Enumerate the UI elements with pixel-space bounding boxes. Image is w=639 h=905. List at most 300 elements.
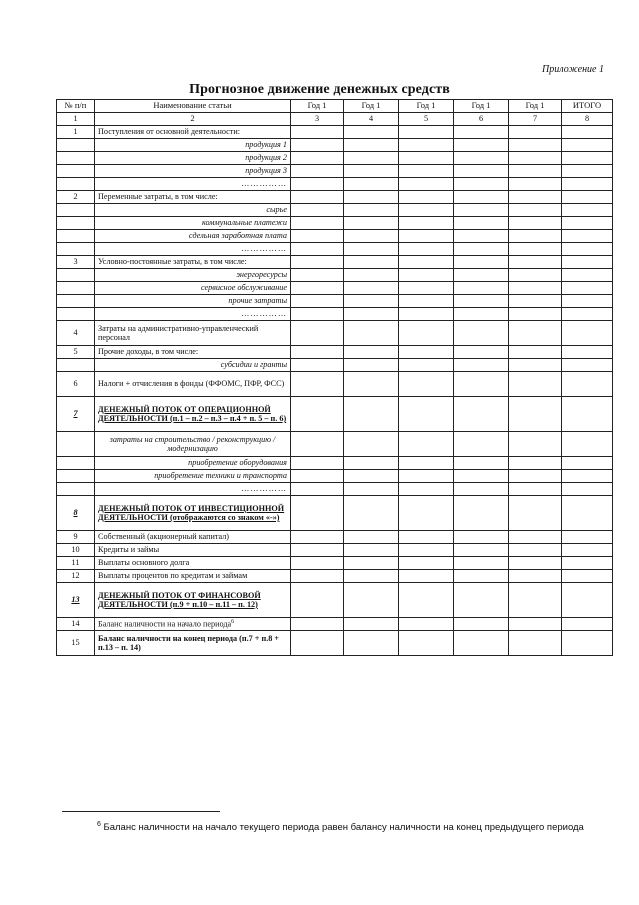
row-number	[57, 483, 95, 496]
value-cell	[509, 544, 562, 557]
table-row	[57, 544, 613, 557]
value-cell	[454, 256, 509, 269]
document-title: Прогнозное движение денежных средств	[189, 82, 450, 97]
row-name	[95, 557, 291, 570]
value-cell	[509, 139, 562, 152]
value-cell	[344, 165, 399, 178]
value-cell	[399, 308, 454, 321]
value-cell	[291, 372, 344, 397]
value-cell	[291, 308, 344, 321]
value-cell	[291, 217, 344, 230]
row-name	[95, 397, 291, 432]
value-cell	[509, 531, 562, 544]
table-body	[57, 126, 613, 656]
header-num: № п/п	[57, 100, 95, 113]
value-cell	[509, 483, 562, 496]
value-cell	[291, 256, 344, 269]
value-cell	[344, 178, 399, 191]
value-cell	[399, 178, 454, 191]
row-name	[95, 152, 291, 165]
value-cell	[562, 631, 613, 656]
value-cell	[399, 321, 454, 346]
value-cell	[454, 152, 509, 165]
value-cell	[509, 152, 562, 165]
value-cell	[399, 483, 454, 496]
row-label: приобретение оборудования	[188, 458, 287, 468]
value-cell	[399, 256, 454, 269]
header-year: Год 1	[399, 100, 454, 113]
value-cell	[454, 191, 509, 204]
value-cell	[399, 359, 454, 372]
col-number: 1	[57, 113, 95, 126]
value-cell	[454, 346, 509, 359]
row-number: 2	[57, 191, 95, 204]
value-cell	[562, 359, 613, 372]
footnote-mark: 6	[96, 821, 101, 828]
value-cell	[562, 470, 613, 483]
value-cell	[454, 139, 509, 152]
header-total: ИТОГО	[562, 100, 613, 113]
row-number	[57, 165, 95, 178]
row-number: 13	[57, 583, 95, 618]
value-cell	[399, 470, 454, 483]
value-cell	[344, 308, 399, 321]
value-cell	[454, 165, 509, 178]
row-name	[95, 139, 291, 152]
header-year: Год 1	[291, 100, 344, 113]
table-row	[57, 557, 613, 570]
row-label: ……………	[241, 484, 287, 494]
value-cell	[509, 470, 562, 483]
row-number: 5	[57, 346, 95, 359]
row-number	[57, 204, 95, 217]
table-row	[57, 217, 613, 230]
row-label: Баланс наличности на конец периода (п.7 + п.8 + п.13 – п. 14)	[98, 633, 280, 652]
value-cell	[399, 583, 454, 618]
value-cell	[509, 496, 562, 531]
value-cell	[454, 496, 509, 531]
header-year: Год 1	[344, 100, 399, 113]
value-cell	[344, 256, 399, 269]
row-label: продукция 1	[245, 140, 287, 150]
value-cell	[454, 321, 509, 346]
value-cell	[291, 631, 344, 656]
value-cell	[562, 152, 613, 165]
value-cell	[454, 178, 509, 191]
value-cell	[344, 359, 399, 372]
value-cell	[562, 243, 613, 256]
value-cell	[399, 432, 454, 457]
row-number: 15	[57, 631, 95, 656]
value-cell	[344, 583, 399, 618]
value-cell	[562, 126, 613, 139]
footnote-text: Баланс наличности на начало текущего периода равен балансу наличности на конец предыдущего периода	[103, 822, 584, 834]
value-cell	[562, 269, 613, 282]
row-label: прочие затраты	[228, 296, 287, 306]
value-cell	[562, 346, 613, 359]
row-number: 10	[57, 544, 95, 557]
row-name	[95, 544, 291, 557]
row-number	[57, 217, 95, 230]
row-label: приобретение техники и транспорта	[154, 471, 287, 481]
value-cell	[562, 282, 613, 295]
row-number	[57, 282, 95, 295]
value-cell	[454, 295, 509, 308]
value-cell	[399, 230, 454, 243]
row-name	[95, 372, 291, 397]
value-cell	[454, 269, 509, 282]
value-cell	[399, 295, 454, 308]
value-cell	[454, 470, 509, 483]
footnote-separator	[62, 811, 220, 812]
value-cell	[291, 570, 344, 583]
row-name	[95, 295, 291, 308]
value-cell	[562, 295, 613, 308]
table-row	[57, 126, 613, 139]
value-cell	[562, 204, 613, 217]
value-cell	[454, 359, 509, 372]
row-number	[57, 139, 95, 152]
value-cell	[399, 346, 454, 359]
value-cell	[509, 432, 562, 457]
row-number	[57, 359, 95, 372]
row-name	[95, 457, 291, 470]
value-cell	[509, 372, 562, 397]
header-year: Год 1	[454, 100, 509, 113]
value-cell	[291, 531, 344, 544]
value-cell	[562, 165, 613, 178]
row-name	[95, 308, 291, 321]
col-number: 8	[562, 113, 613, 126]
row-name	[95, 217, 291, 230]
value-cell	[562, 483, 613, 496]
row-number	[57, 243, 95, 256]
value-cell	[399, 243, 454, 256]
cash-flow-table	[56, 99, 613, 656]
value-cell	[562, 308, 613, 321]
value-cell	[291, 457, 344, 470]
row-label: энергоресурсы	[236, 270, 287, 280]
value-cell	[291, 397, 344, 432]
value-cell	[454, 583, 509, 618]
value-cell	[509, 457, 562, 470]
value-cell	[291, 165, 344, 178]
value-cell	[454, 372, 509, 397]
value-cell	[344, 269, 399, 282]
value-cell	[291, 359, 344, 372]
row-name	[95, 470, 291, 483]
value-cell	[344, 191, 399, 204]
value-cell	[291, 583, 344, 618]
value-cell	[399, 139, 454, 152]
value-cell	[509, 308, 562, 321]
row-number	[57, 432, 95, 457]
value-cell	[509, 178, 562, 191]
value-cell	[562, 570, 613, 583]
value-cell	[509, 165, 562, 178]
value-cell	[399, 217, 454, 230]
value-cell	[509, 217, 562, 230]
row-label: продукция 3	[245, 166, 287, 176]
row-number: 14	[57, 618, 95, 631]
row-number	[57, 269, 95, 282]
row-label: ДЕНЕЖНЫЙ ПОТОК ОТ ФИНАНСОВОЙ ДЕЯТЕЛЬНОСТИ (п.9 + п.10 – п.11 – п. 12)	[98, 590, 261, 609]
value-cell	[399, 544, 454, 557]
table-row	[57, 295, 613, 308]
row-name	[95, 178, 291, 191]
value-cell	[509, 583, 562, 618]
row-number	[57, 178, 95, 191]
value-cell	[291, 470, 344, 483]
row-number: 9	[57, 531, 95, 544]
row-name	[95, 204, 291, 217]
footnote-ref: 6	[231, 618, 235, 625]
table-row	[57, 243, 613, 256]
value-cell	[454, 217, 509, 230]
row-label: сдельная заработная плата	[188, 231, 287, 241]
value-cell	[562, 256, 613, 269]
row-name	[95, 359, 291, 372]
value-cell	[399, 282, 454, 295]
value-cell	[454, 531, 509, 544]
value-cell	[399, 397, 454, 432]
value-cell	[344, 139, 399, 152]
value-cell	[509, 191, 562, 204]
value-cell	[399, 204, 454, 217]
value-cell	[562, 531, 613, 544]
value-cell	[454, 126, 509, 139]
value-cell	[454, 204, 509, 217]
row-label: Кредиты и займы	[98, 545, 160, 555]
row-label: сырье	[266, 205, 287, 215]
value-cell	[509, 295, 562, 308]
value-cell	[509, 631, 562, 656]
value-cell	[562, 544, 613, 557]
value-cell	[454, 570, 509, 583]
table-row	[57, 359, 613, 372]
value-cell	[344, 243, 399, 256]
value-cell	[344, 126, 399, 139]
value-cell	[399, 126, 454, 139]
table-row	[57, 531, 613, 544]
table-row	[57, 397, 613, 432]
value-cell	[562, 178, 613, 191]
value-cell	[291, 230, 344, 243]
value-cell	[291, 152, 344, 165]
value-cell	[291, 178, 344, 191]
table-row	[57, 372, 613, 397]
value-cell	[399, 631, 454, 656]
value-cell	[562, 397, 613, 432]
row-label: ДЕНЕЖНЫЙ ПОТОК ОТ ИНВЕСТИЦИОННОЙ ДЕЯТЕЛЬНОСТИ (отображаются со знаком «-»)	[98, 503, 285, 522]
value-cell	[509, 204, 562, 217]
table-row	[57, 282, 613, 295]
table-row	[57, 570, 613, 583]
table-row	[57, 269, 613, 282]
row-label: Выплаты процентов по кредитам и займам	[98, 571, 248, 581]
header-row	[57, 100, 613, 113]
value-cell	[509, 126, 562, 139]
row-name	[95, 570, 291, 583]
footnote	[60, 820, 605, 835]
value-cell	[399, 152, 454, 165]
value-cell	[344, 470, 399, 483]
row-name	[95, 126, 291, 139]
value-cell	[509, 359, 562, 372]
row-label: ……………	[241, 179, 287, 189]
row-label: Налоги + отчисления в фонды (ФФОМС, ПФР, ФСС)	[98, 379, 285, 389]
row-label: ДЕНЕЖНЫЙ ПОТОК ОТ ОПЕРАЦИОННОЙ ДЕЯТЕЛЬНОСТИ (п.1 – п.2 – п.3 – п.4 + п. 5 – п. 6)	[98, 404, 287, 423]
row-label: Переменные затраты, в том числе:	[98, 192, 218, 202]
value-cell	[562, 496, 613, 531]
row-label: Прочие доходы, в том числе:	[98, 347, 199, 357]
row-name	[95, 531, 291, 544]
row-name	[95, 483, 291, 496]
value-cell	[291, 126, 344, 139]
value-cell	[399, 531, 454, 544]
col-number: 5	[399, 113, 454, 126]
row-number: 12	[57, 570, 95, 583]
row-number	[57, 457, 95, 470]
table-row	[57, 496, 613, 531]
table-row	[57, 583, 613, 618]
row-name	[95, 432, 291, 457]
value-cell	[344, 557, 399, 570]
row-name	[95, 243, 291, 256]
value-cell	[344, 282, 399, 295]
value-cell	[291, 204, 344, 217]
value-cell	[509, 557, 562, 570]
value-cell	[399, 557, 454, 570]
row-label: Собственный (акционерный капитал)	[98, 532, 230, 542]
col-number: 3	[291, 113, 344, 126]
row-number	[57, 308, 95, 321]
value-cell	[509, 397, 562, 432]
value-cell	[399, 570, 454, 583]
col-number: 2	[95, 113, 291, 126]
table-row	[57, 483, 613, 496]
value-cell	[454, 483, 509, 496]
row-name	[95, 496, 291, 531]
row-name	[95, 191, 291, 204]
value-cell	[291, 346, 344, 359]
table-row	[57, 139, 613, 152]
table-row	[57, 178, 613, 191]
value-cell	[562, 230, 613, 243]
value-cell	[344, 295, 399, 308]
value-cell	[344, 321, 399, 346]
value-cell	[344, 570, 399, 583]
table-row	[57, 191, 613, 204]
value-cell	[509, 230, 562, 243]
value-cell	[399, 618, 454, 631]
table-row	[57, 631, 613, 656]
value-cell	[291, 269, 344, 282]
value-cell	[454, 308, 509, 321]
row-name	[95, 230, 291, 243]
row-number	[57, 152, 95, 165]
table-row	[57, 152, 613, 165]
table-row	[57, 165, 613, 178]
value-cell	[454, 397, 509, 432]
value-cell	[562, 217, 613, 230]
table-row	[57, 432, 613, 457]
appendix-label: Приложение 1	[542, 64, 604, 75]
value-cell	[344, 544, 399, 557]
value-cell	[291, 282, 344, 295]
value-cell	[291, 139, 344, 152]
row-label: Затраты на административно-управленческий персонал	[98, 323, 259, 342]
value-cell	[344, 346, 399, 359]
row-name	[95, 631, 291, 656]
value-cell	[344, 457, 399, 470]
row-label: ……………	[241, 309, 287, 319]
value-cell	[562, 557, 613, 570]
value-cell	[344, 152, 399, 165]
column-number-row	[57, 113, 613, 126]
row-number	[57, 470, 95, 483]
value-cell	[291, 544, 344, 557]
table-row	[57, 618, 613, 631]
row-label: Условно-постоянные затраты, в том числе:	[98, 257, 247, 267]
table-row	[57, 321, 613, 346]
value-cell	[509, 243, 562, 256]
value-cell	[454, 557, 509, 570]
row-number: 7	[57, 397, 95, 432]
row-name	[95, 321, 291, 346]
table-row	[57, 346, 613, 359]
row-name	[95, 269, 291, 282]
value-cell	[454, 230, 509, 243]
value-cell	[509, 256, 562, 269]
value-cell	[399, 165, 454, 178]
row-number	[57, 230, 95, 243]
value-cell	[344, 631, 399, 656]
row-label: субсидии и гранты	[220, 360, 287, 370]
value-cell	[399, 269, 454, 282]
row-label: продукция 2	[245, 153, 287, 163]
value-cell	[562, 457, 613, 470]
value-cell	[344, 372, 399, 397]
table-row	[57, 256, 613, 269]
header-year: Год 1	[509, 100, 562, 113]
value-cell	[291, 295, 344, 308]
table-row	[57, 457, 613, 470]
row-number: 8	[57, 496, 95, 531]
value-cell	[344, 483, 399, 496]
row-name	[95, 346, 291, 359]
value-cell	[562, 372, 613, 397]
table-row	[57, 230, 613, 243]
value-cell	[562, 139, 613, 152]
value-cell	[454, 432, 509, 457]
row-label: Поступления от основной деятельности:	[98, 127, 241, 137]
row-number	[57, 295, 95, 308]
value-cell	[562, 321, 613, 346]
value-cell	[291, 243, 344, 256]
value-cell	[562, 583, 613, 618]
row-label: коммунальные платежи	[201, 218, 287, 228]
value-cell	[562, 618, 613, 631]
value-cell	[344, 397, 399, 432]
row-number: 3	[57, 256, 95, 269]
row-name	[95, 618, 291, 631]
value-cell	[399, 496, 454, 531]
value-cell	[509, 570, 562, 583]
table-row	[57, 308, 613, 321]
row-name	[95, 282, 291, 295]
table-row	[57, 204, 613, 217]
